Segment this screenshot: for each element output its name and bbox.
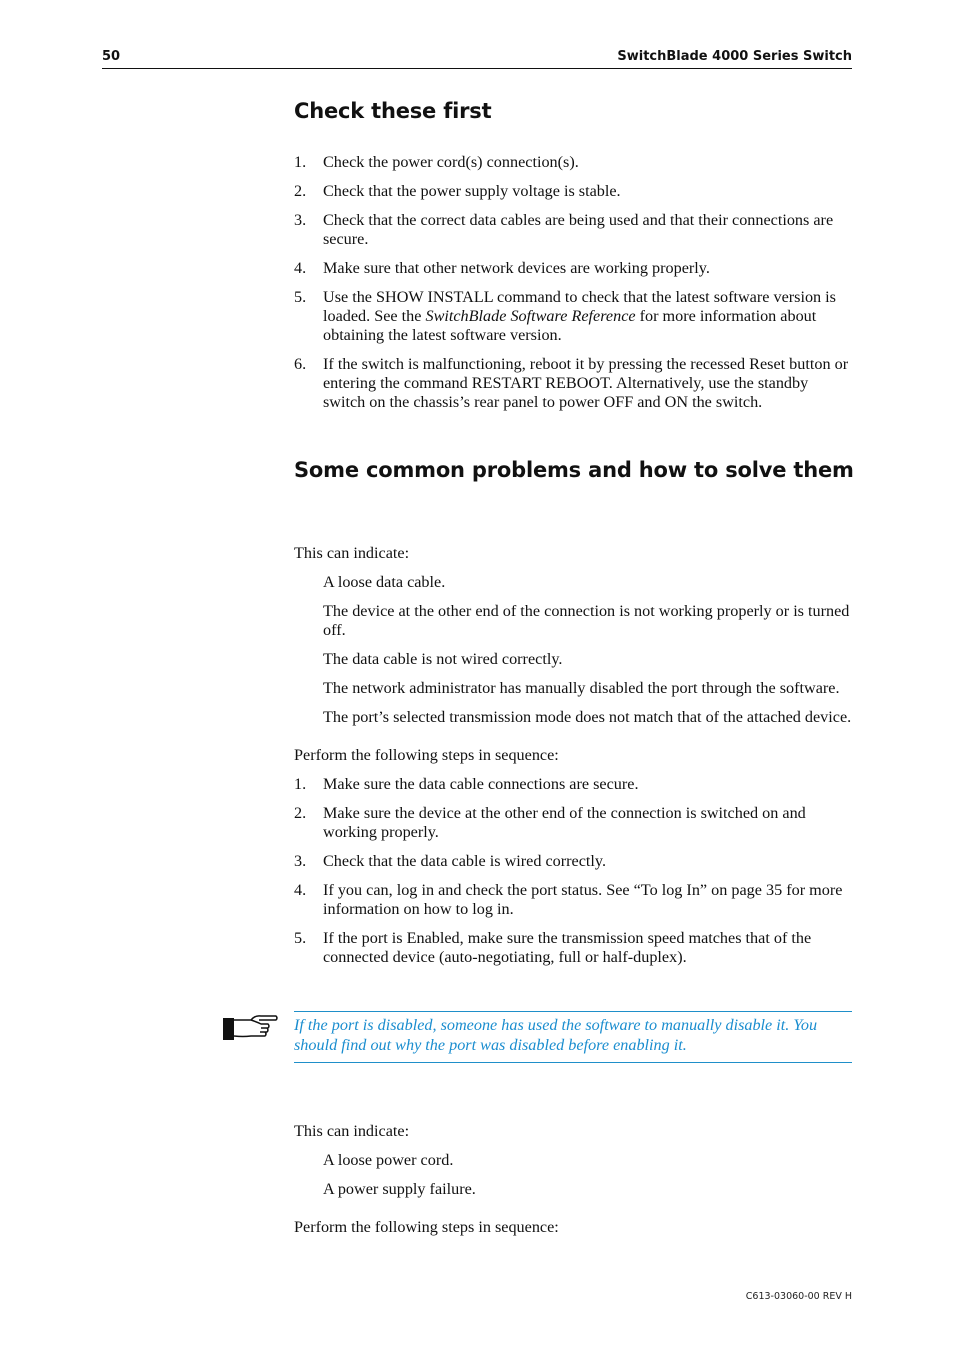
list-item: 5. Use the SHOW INSTALL command to check that the latest software version is loaded. See the SwitchBlade Software Reference for more information about obtaining the latest software version. (294, 288, 836, 344)
list-item: The data cable is not wired correctly. (323, 650, 563, 668)
problem1-steps-intro: Perform the following steps in sequence: (294, 746, 559, 764)
list-item: 1. Check the power cord(s) connection(s). (294, 153, 579, 171)
problem1-causes (294, 573, 854, 727)
problem2-causes (294, 1151, 854, 1199)
section-heading-check-first: Check these first (294, 99, 492, 123)
section-heading-common-problems: Some common problems and how to solve them (294, 458, 854, 482)
problem2-block (294, 1122, 854, 1237)
list-item: 6. If the switch is malfunctioning, reboot it by pressing the recessed Reset button or entering the command RESTART REBOOT. Alternatively, use the standby switch on the chassis’s rear panel to power OFF and ON the switch. (294, 355, 849, 411)
list-item: 3. Check that the correct data cables are being used and that their connections are secure. (294, 211, 834, 248)
list-item: 1. Make sure the data cable connections are secure. (294, 775, 639, 793)
problem1-steps (294, 775, 854, 967)
document-code: C613-03060-00 REV H (745, 1291, 852, 1302)
list-item: A power supply failure. (323, 1180, 476, 1198)
running-title: SwitchBlade 4000 Series Switch (617, 49, 852, 64)
checklist (294, 153, 854, 412)
list-item: 2. Check that the power supply voltage is stable. (294, 182, 621, 200)
list-item: 4. Make sure that other network devices are working properly. (294, 259, 710, 277)
problem2-steps-intro: Perform the following steps in sequence: (294, 1218, 559, 1236)
list-item: A loose power cord. (323, 1151, 454, 1169)
list-item: The device at the other end of the connection is not working properly or is turned off. (323, 602, 850, 639)
pointing-hand-icon (221, 1012, 279, 1042)
book-title: SwitchBlade Software Reference (425, 307, 636, 325)
page-header (102, 48, 852, 69)
note-text: If the port is disabled, someone has used the software to manually disable it. You should find out why the port was disabled before enabling it. (294, 1016, 818, 1054)
list-item: 4. If you can, log in and check the port status. See “To log In” on page 35 for more information on how to log in. (294, 881, 843, 918)
list-item: 3. Check that the data cable is wired correctly. (294, 852, 607, 870)
note-box (294, 1011, 852, 1063)
page-number: 50 (102, 49, 121, 64)
list-item: 5. If the port is Enabled, make sure the transmission speed matches that of the connected device (auto-negotiating, full or half-duplex). (294, 929, 812, 966)
problem1-intro: This can indicate: (294, 544, 410, 562)
problem2-intro: This can indicate: (294, 1122, 410, 1140)
main-content (294, 96, 854, 977)
list-item: The port’s selected transmission mode does not match that of the attached device. (323, 708, 852, 726)
list-item: The network administrator has manually disabled the port through the software. (323, 679, 840, 697)
list-item: A loose data cable. (323, 573, 446, 591)
list-item: 2. Make sure the device at the other end of the connection is switched on and working properly. (294, 804, 806, 841)
